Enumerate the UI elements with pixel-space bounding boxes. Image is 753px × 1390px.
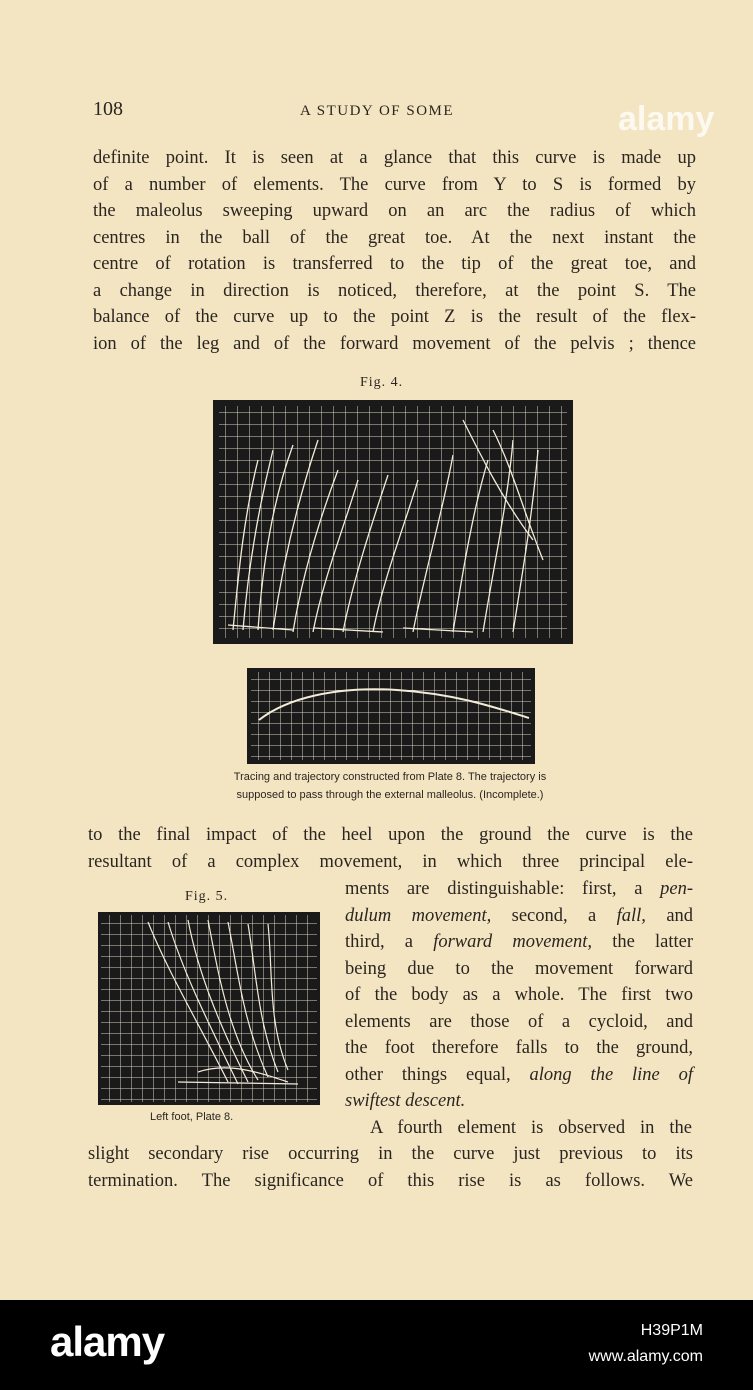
text-line: of the body as a whole. The first two (345, 985, 693, 1005)
italic-span: along the line of (529, 1064, 694, 1085)
text-span: the latter (612, 932, 694, 952)
text-span: third, a (345, 932, 413, 952)
text-span: second, a (511, 905, 597, 926)
fig4-trajectory-plate (247, 668, 535, 764)
fig5-tracing-plate (98, 912, 320, 1105)
watermark-logo: alamy (618, 100, 715, 138)
fig4-caption-line: Tracing and trajectory constructed from Plate 8. The trajectory is (233, 771, 547, 783)
fig5-tracing-svg (98, 912, 320, 1105)
fig4-tracing-plate (213, 400, 573, 644)
text-line: a change in direction is noticed, therefore, at the point S. The (93, 280, 696, 301)
italic-span: dulum movement, (345, 905, 492, 926)
text-line: the foot therefore falls to the ground, (345, 1038, 693, 1058)
fig4-caption-line: supposed to pass through the external malleolus. (Incomplete.) (236, 789, 544, 801)
page-number: 108 (93, 98, 123, 120)
text-line: being due to the movement forward (345, 958, 693, 979)
text-line: ion of the leg and of the forward movement of the pelvis ; thence (93, 333, 696, 354)
brand-logo: alamy (50, 1318, 165, 1365)
text-line: elements are those of a cycloid, and (345, 1011, 693, 1032)
text-line (345, 876, 693, 903)
text-line (345, 929, 693, 956)
text-line: centres in the ball of the great toe. At the next instant the (93, 227, 696, 248)
text-line: of a number of elements. The curve from Y to S is formed by (93, 174, 696, 195)
text-span: ments are distinguishable: first, a (345, 879, 643, 899)
running-title: A STUDY OF SOME (300, 103, 455, 119)
fig5-label: Fig. 5. (185, 889, 229, 904)
text-line: balance of the curve up to the point Z is the result of the flex- (93, 307, 696, 327)
fig4-caption (150, 768, 630, 804)
paragraph-1 (93, 145, 696, 357)
text-line: the maleolus sweeping upward on an arc the radius of which (93, 201, 696, 221)
fig4-label: Fig. 4. (360, 375, 404, 390)
italic-span: swiftest descent. (345, 1091, 466, 1111)
paragraph-2 (88, 822, 693, 875)
paragraph-4-first-line (370, 1115, 692, 1142)
fig4-tracing-svg (213, 400, 573, 644)
paragraph-4 (88, 1141, 693, 1194)
text-line: to the final impact of the heel upon the ground the curve is the (88, 825, 693, 845)
text-line: A fourth element is observed in the (370, 1118, 692, 1138)
italic-span: fall, (616, 905, 646, 926)
fig4-trajectory-svg (247, 668, 535, 764)
paragraph-3 (345, 876, 693, 1115)
text-span: other things equal, (345, 1064, 511, 1085)
text-line (345, 1088, 693, 1115)
text-span: and (666, 905, 694, 926)
text-line: termination. The significance of this rise is as follows. We (88, 1170, 693, 1191)
fig5-caption: Left foot, Plate 8. (150, 1111, 234, 1123)
text-line: resultant of a complex movement, in which three principal ele- (88, 851, 693, 872)
italic-span: forward movement, (433, 932, 592, 952)
text-line: definite point. It is seen at a glance that this curve is made up (93, 148, 696, 168)
text-line: slight secondary rise occurring in the curve just previous to its (88, 1144, 693, 1164)
image-id: H39P1M (640, 1322, 703, 1339)
italic-span: pen- (660, 879, 694, 899)
text-line (345, 903, 693, 930)
site-url: www.alamy.com (588, 1348, 703, 1365)
text-line: centre of rotation is transferred to the tip of the great toe, and (93, 254, 696, 274)
text-line (345, 1062, 693, 1089)
